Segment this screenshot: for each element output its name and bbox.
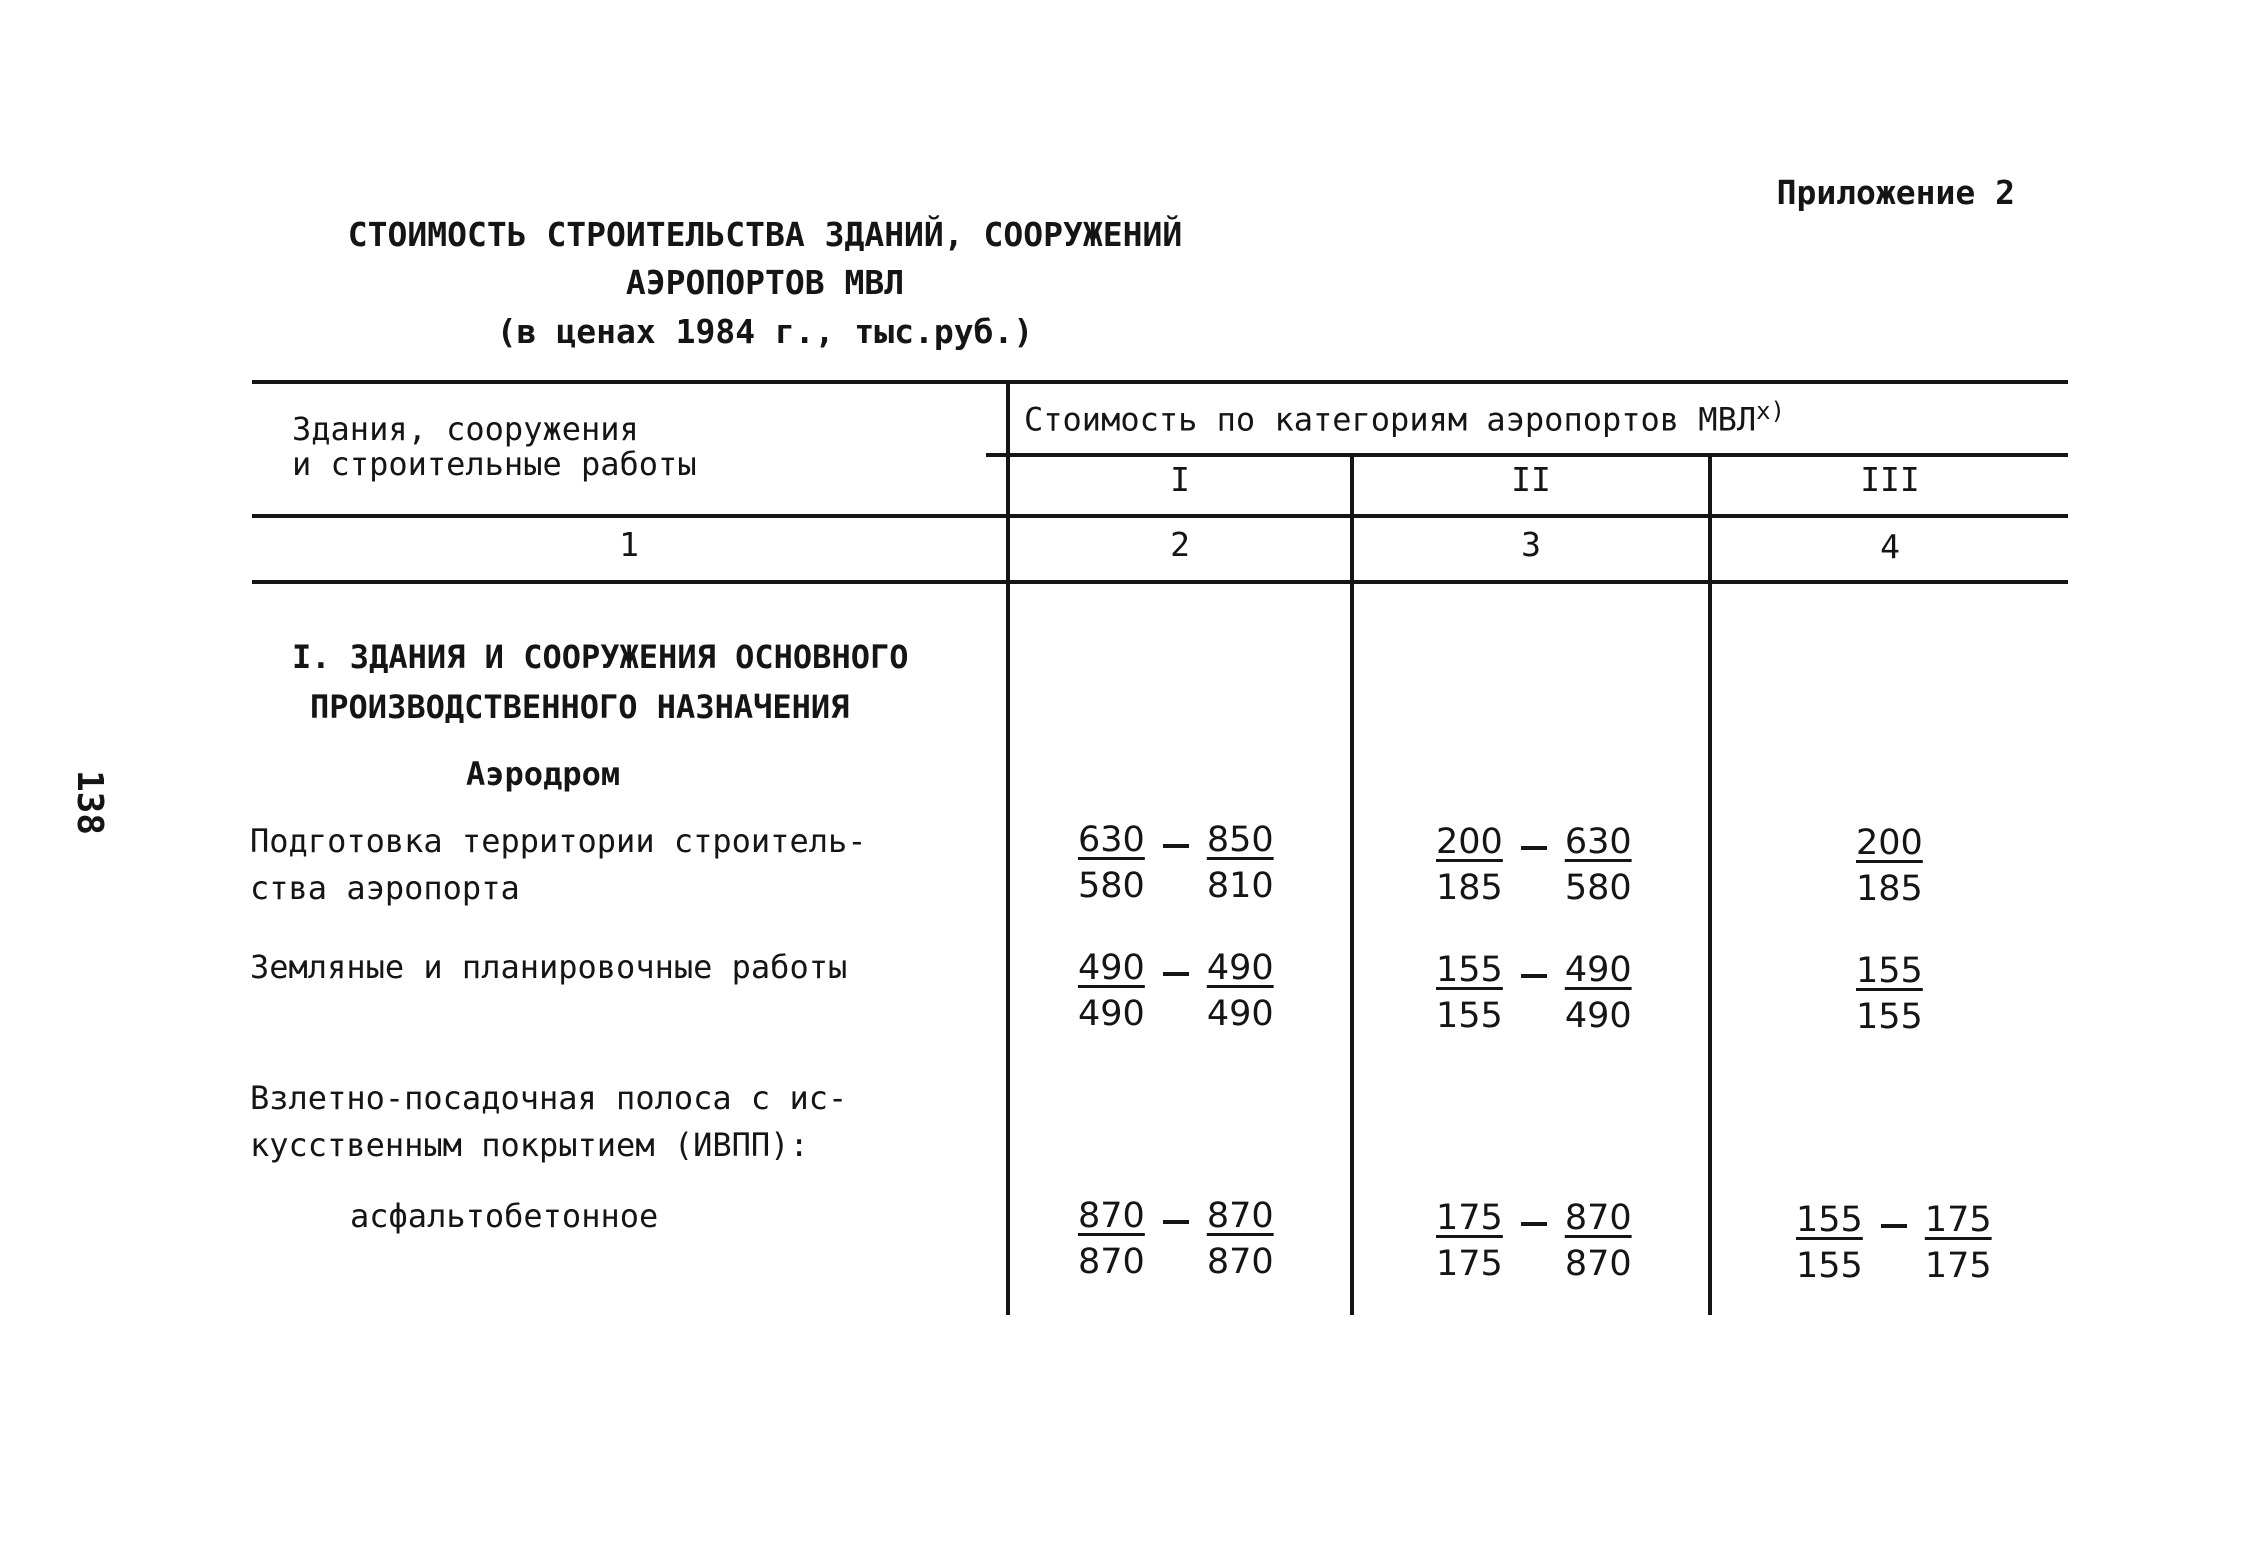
numerator: 200 xyxy=(1856,823,1923,863)
fraction xyxy=(1856,823,1923,909)
row4-cat1-range xyxy=(1078,1196,1274,1282)
numerator: 490 xyxy=(1078,948,1145,988)
col-number-2: 2 xyxy=(1170,525,1190,564)
row2-cat3-value xyxy=(1856,951,1923,1037)
appendix-label: Приложение 2 xyxy=(1776,173,2015,212)
header-group-footnote: х) xyxy=(1756,397,1785,425)
fraction xyxy=(1078,1196,1145,1282)
col-number-1: 1 xyxy=(619,525,639,564)
header-group-text: Стоимость по категориям аэропортов МВЛ xyxy=(1024,400,1757,439)
fraction xyxy=(1565,1198,1632,1284)
denominator: 490 xyxy=(1206,994,1274,1034)
denominator: 870 xyxy=(1564,1244,1632,1284)
denominator: 870 xyxy=(1206,1242,1274,1282)
range-dash xyxy=(1521,974,1547,978)
fraction xyxy=(1078,948,1145,1034)
numerator: 850 xyxy=(1206,820,1274,860)
row-label-site-preparation: Подготовка территории строитель- ства аэропорта xyxy=(250,822,867,907)
numerator: 175 xyxy=(1924,1200,1992,1240)
denominator: 175 xyxy=(1436,1244,1503,1284)
header-group xyxy=(1024,397,1785,439)
row4-cat2-range xyxy=(1436,1198,1632,1284)
header-col1: Здания, сооружения и строительные работы xyxy=(292,410,697,483)
col-number-4: 4 xyxy=(1880,527,1900,566)
subsection-title: Аэродром xyxy=(466,755,621,793)
page-number: 138 xyxy=(69,770,110,836)
document-title-line1: СТОИМОСТЬ СТРОИТЕЛЬСТВА ЗДАНИЙ, СООРУЖЕНИЙ xyxy=(347,215,1183,254)
header-category-1: I xyxy=(1170,460,1190,499)
denominator: 870 xyxy=(1078,1242,1145,1282)
numerator: 490 xyxy=(1564,950,1632,990)
rule-colnum-bottom xyxy=(252,580,2068,584)
fraction xyxy=(1207,1196,1274,1282)
fraction xyxy=(1207,948,1274,1034)
denominator: 810 xyxy=(1206,866,1274,906)
numerator: 870 xyxy=(1564,1198,1632,1238)
fraction xyxy=(1856,951,1923,1037)
numerator: 200 xyxy=(1436,822,1503,862)
row2-cat1-range xyxy=(1078,948,1274,1034)
rule-header-bottom xyxy=(252,514,2068,518)
numerator: 490 xyxy=(1206,948,1274,988)
numerator: 630 xyxy=(1564,822,1632,862)
range-dash xyxy=(1163,1220,1189,1224)
row-label-runway: Взлетно-посадочная полоса с ис- кусственным покрытием (ИВПП): xyxy=(250,1079,848,1164)
denominator: 155 xyxy=(1796,1246,1863,1286)
range-dash xyxy=(1521,1222,1547,1226)
numerator: 175 xyxy=(1436,1198,1503,1238)
col-divider-3 xyxy=(1708,453,1712,1315)
fraction xyxy=(1796,1200,1863,1286)
fraction xyxy=(1565,822,1632,908)
row1-cat1-range xyxy=(1078,820,1274,906)
denominator: 185 xyxy=(1436,868,1503,908)
row-label-earthworks: Земляные и планировочные работы xyxy=(250,948,848,986)
rule-group-under xyxy=(986,453,2068,457)
row4-cat3-range xyxy=(1796,1200,1992,1286)
numerator: 630 xyxy=(1078,820,1145,860)
fraction xyxy=(1078,820,1145,906)
range-dash xyxy=(1163,844,1189,848)
col-divider-1 xyxy=(1006,383,1010,1315)
numerator: 155 xyxy=(1796,1200,1863,1240)
numerator: 155 xyxy=(1856,951,1923,991)
denominator: 490 xyxy=(1078,994,1145,1034)
fraction xyxy=(1436,1198,1503,1284)
row1-cat3-value xyxy=(1856,823,1923,909)
header-category-2: II xyxy=(1511,460,1551,499)
row2-cat2-range xyxy=(1436,950,1632,1036)
numerator: 155 xyxy=(1436,950,1503,990)
denominator: 185 xyxy=(1856,869,1923,909)
section-title-line1: I. ЗДАНИЯ И СООРУЖЕНИЯ ОСНОВНОГО xyxy=(292,638,909,676)
fraction xyxy=(1207,820,1274,906)
row1-cat2-range xyxy=(1436,822,1632,908)
rule-top xyxy=(252,380,2068,384)
numerator: 870 xyxy=(1206,1196,1274,1236)
header-category-3: III xyxy=(1860,460,1920,499)
fraction xyxy=(1436,950,1503,1036)
denominator: 155 xyxy=(1856,997,1923,1037)
denominator: 580 xyxy=(1078,866,1145,906)
range-dash xyxy=(1521,846,1547,850)
numerator: 870 xyxy=(1078,1196,1145,1236)
document-title-line2: АЭРОПОРТОВ МВЛ xyxy=(625,263,905,302)
col-number-3: 3 xyxy=(1521,525,1541,564)
denominator: 155 xyxy=(1436,996,1503,1036)
denominator: 175 xyxy=(1924,1246,1992,1286)
range-dash xyxy=(1163,972,1189,976)
fraction xyxy=(1925,1200,1992,1286)
document-title-line3: (в ценах 1984 г., тыс.руб.) xyxy=(496,312,1034,351)
denominator: 580 xyxy=(1564,868,1632,908)
row-label-asphalt-concrete: асфальтобетонное xyxy=(350,1197,659,1235)
fraction xyxy=(1565,950,1632,1036)
denominator: 490 xyxy=(1564,996,1632,1036)
col-divider-2 xyxy=(1350,453,1354,1315)
section-title-line2: ПРОИЗВОДСТВЕННОГО НАЗНАЧЕНИЯ xyxy=(310,688,850,726)
fraction xyxy=(1436,822,1503,908)
range-dash xyxy=(1881,1224,1907,1228)
